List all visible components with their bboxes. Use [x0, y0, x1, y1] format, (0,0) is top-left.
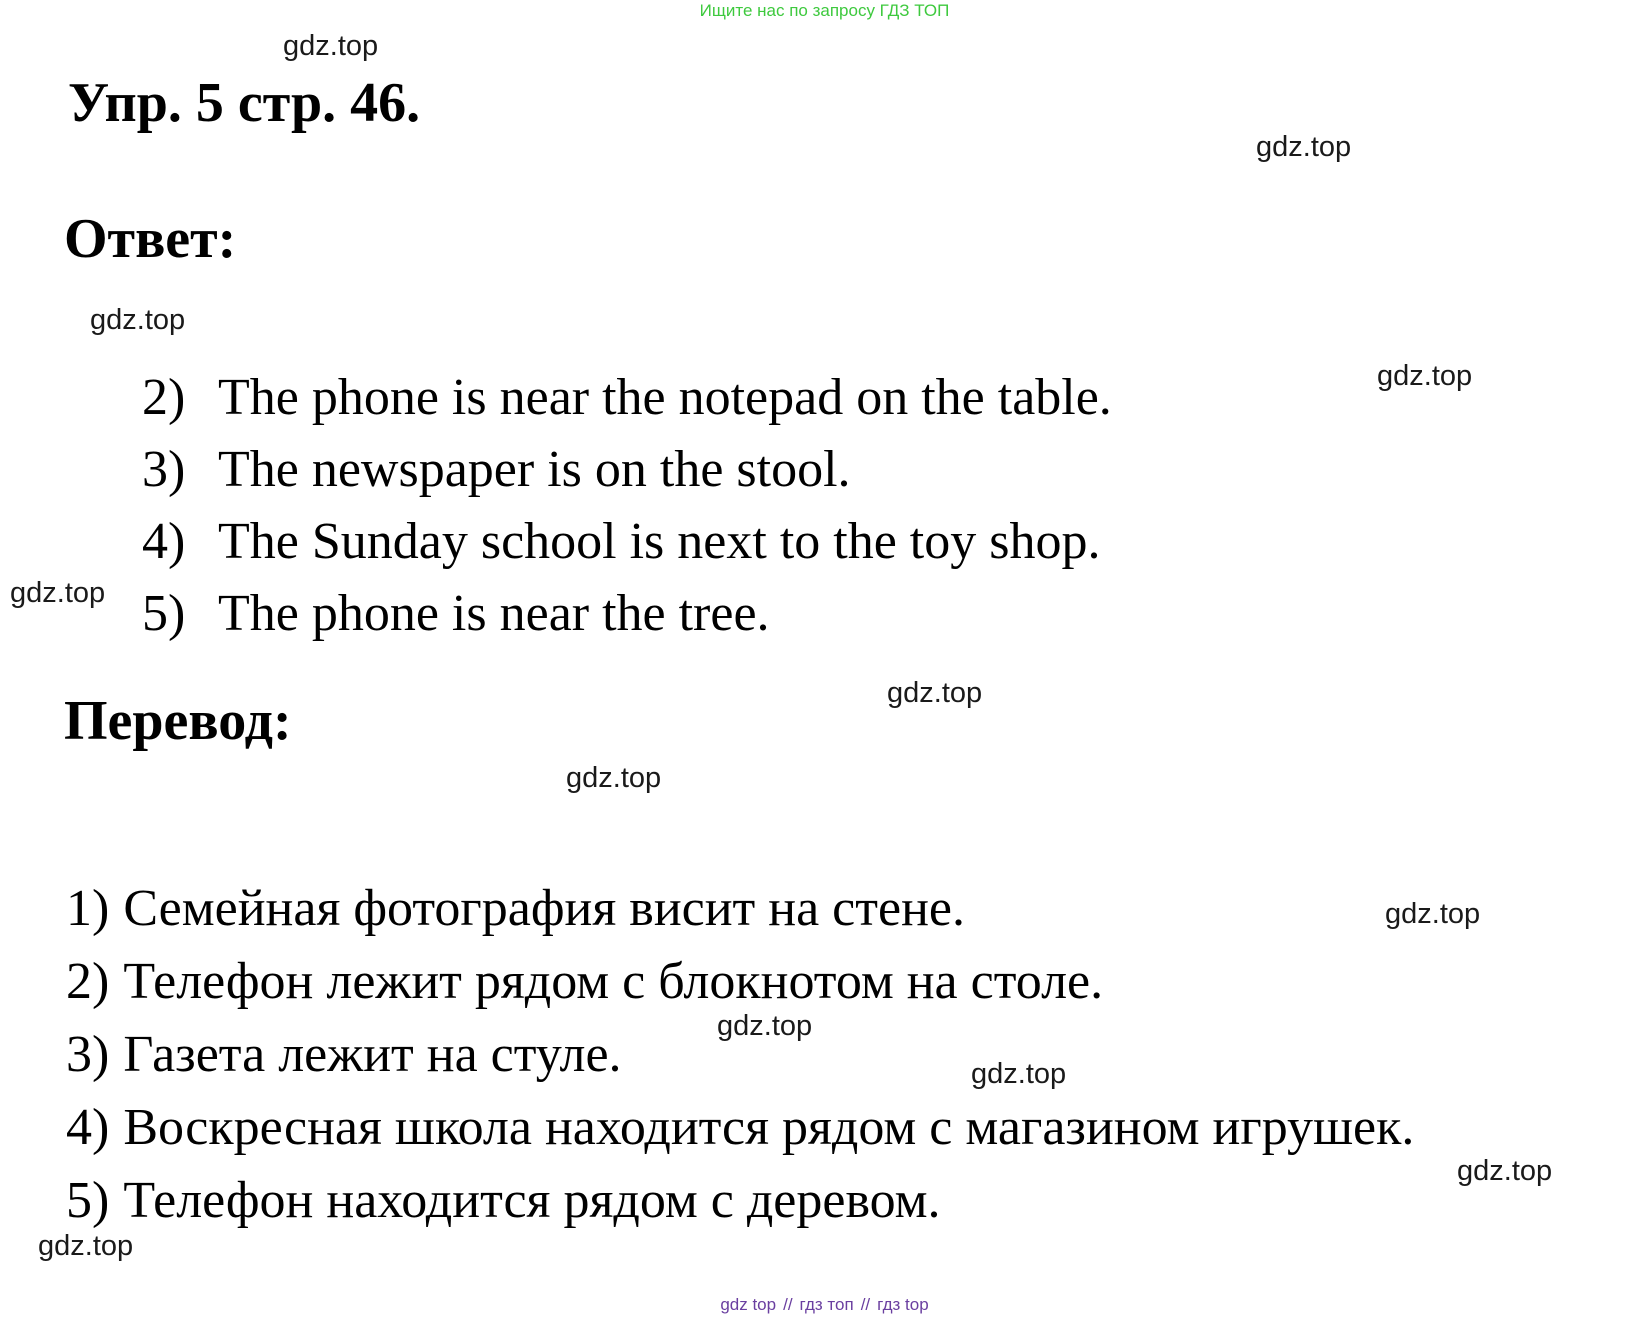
top-banner-link[interactable]: Ищите нас по запросу ГДЗ ТОП	[699, 1, 950, 20]
translation-text: Газета лежит на стуле.	[123, 1026, 622, 1083]
answer-item	[142, 362, 1112, 434]
watermark: gdz.top	[971, 1058, 1067, 1090]
translation-item	[66, 872, 1414, 945]
translation-item	[66, 1091, 1414, 1164]
watermark: gdz.top	[717, 1010, 813, 1042]
translation-list	[66, 872, 1414, 1237]
translation-number: 1)	[66, 880, 110, 937]
answer-item	[142, 578, 1112, 650]
watermark: gdz.top	[1377, 360, 1473, 392]
answer-heading: Ответ:	[64, 208, 237, 270]
translation-heading: Перевод:	[64, 690, 292, 752]
footer-link-gdz-top-mixed[interactable]: гдз top	[877, 1295, 929, 1314]
exercise-title: Упр. 5 стр. 46.	[68, 72, 421, 134]
watermark: gdz.top	[566, 762, 662, 794]
footer-separator: //	[860, 1295, 871, 1314]
watermark: gdz.top	[90, 304, 186, 336]
answer-list	[142, 362, 1112, 650]
answer-number: 3)	[142, 441, 186, 498]
answer-text: The Sunday school is next to the toy shop.	[218, 513, 1101, 570]
translation-item	[66, 945, 1414, 1018]
translation-text: Воскресная школа находится рядом с магазином игрушек.	[123, 1099, 1415, 1156]
watermark: gdz.top	[1385, 898, 1481, 930]
translation-number: 5)	[66, 1172, 110, 1229]
answer-number: 5)	[142, 585, 186, 642]
watermark: gdz.top	[1256, 131, 1352, 163]
footer-links	[0, 1294, 1649, 1316]
translation-number: 2)	[66, 953, 110, 1010]
watermark: gdz.top	[38, 1230, 134, 1262]
footer-link-gdz-top[interactable]: gdz top	[720, 1295, 777, 1314]
watermark: gdz.top	[887, 677, 983, 709]
answer-text: The newspaper is on the stool.	[218, 441, 851, 498]
translation-text: Телефон находится рядом с деревом.	[123, 1172, 941, 1229]
answer-item	[142, 506, 1112, 578]
answer-text: The phone is near the notepad on the table.	[218, 369, 1112, 426]
answer-number: 2)	[142, 369, 186, 426]
translation-item	[66, 1164, 1414, 1237]
translation-number: 4)	[66, 1099, 110, 1156]
footer-link-gdz-top-ru[interactable]: гдз топ	[799, 1295, 854, 1314]
answer-number: 4)	[142, 513, 186, 570]
footer-separator: //	[783, 1295, 793, 1314]
translation-text: Телефон лежит рядом с блокнотом на столе.	[123, 953, 1104, 1010]
translation-number: 3)	[66, 1026, 110, 1083]
answer-text: The phone is near the tree.	[218, 585, 770, 642]
watermark: gdz.top	[283, 30, 379, 62]
translation-text: Семейная фотография висит на стене.	[123, 880, 965, 937]
answer-item	[142, 434, 1112, 506]
watermark: gdz.top	[10, 577, 106, 609]
watermark: gdz.top	[1457, 1155, 1553, 1187]
